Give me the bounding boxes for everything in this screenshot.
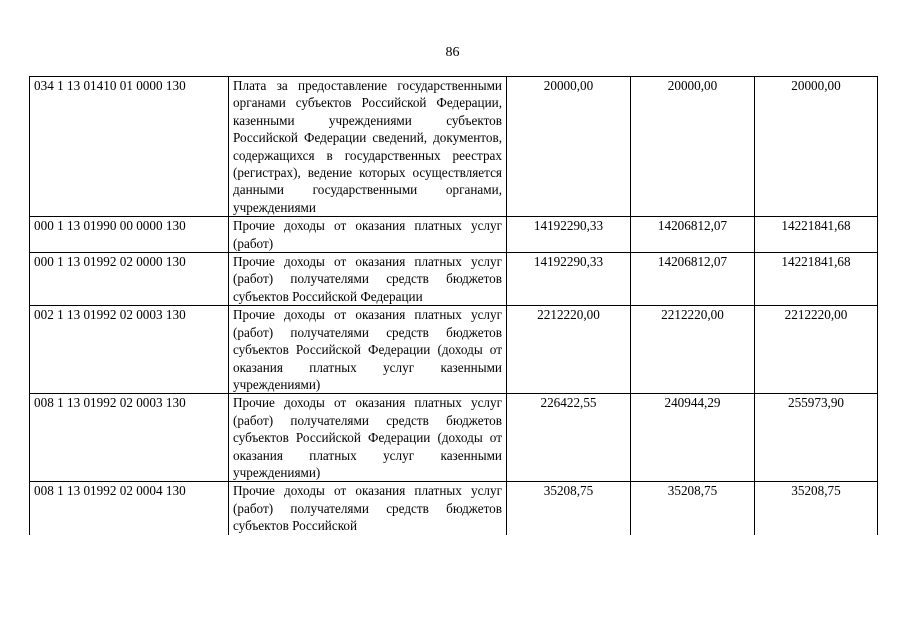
budget-code: 008 1 13 01992 02 0003 130: [30, 394, 229, 482]
table-row: [30, 306, 878, 394]
income-description: Прочие доходы от оказания платных услуг (работ) получателями средств бюджетов субъектов Российской Федерации (доходы от оказания платных услуг казенными учреждениями): [229, 306, 507, 394]
amount-col-2: 240944,29: [631, 394, 755, 482]
amount-col-2: 35208,75: [631, 482, 755, 535]
amount-col-2: 2212220,00: [631, 306, 755, 394]
table-row: [30, 482, 878, 535]
budget-code: 000 1 13 01992 02 0000 130: [30, 253, 229, 306]
amount-col-1: 35208,75: [507, 482, 631, 535]
amount-col-1: 226422,55: [507, 394, 631, 482]
income-description: Прочие доходы от оказания платных услуг (работ) получателями средств бюджетов субъектов Российской Федерации (доходы от оказания платных услуг казенными учреждениями): [229, 394, 507, 482]
amount-col-3: 14221841,68: [755, 253, 878, 306]
amount-col-1: 14192290,33: [507, 253, 631, 306]
table-row: [30, 253, 878, 306]
table-row: [30, 394, 878, 482]
income-description: Прочие доходы от оказания платных услуг (работ) получателями средств бюджетов субъектов Российской Федерации: [229, 253, 507, 306]
amount-col-3: 2212220,00: [755, 306, 878, 394]
budget-code: 008 1 13 01992 02 0004 130: [30, 482, 229, 535]
amount-col-2: 20000,00: [631, 77, 755, 217]
budget-code: 002 1 13 01992 02 0003 130: [30, 306, 229, 394]
amount-col-3: 35208,75: [755, 482, 878, 535]
revenue-table: [29, 76, 878, 535]
income-description: Прочие доходы от оказания платных услуг (работ) получателями средств бюджетов субъектов Российской: [229, 482, 507, 535]
table-row: [30, 217, 878, 253]
amount-col-1: 20000,00: [507, 77, 631, 217]
amount-col-1: 14192290,33: [507, 217, 631, 253]
page-number: 86: [445, 45, 460, 60]
budget-code: 000 1 13 01990 00 0000 130: [30, 217, 229, 253]
income-description: Плата за предоставление государственными органами субъектов Российской Федерации, казенными учреждениями субъектов Российской Федерации сведений, документов, содержащихся в государственных реестрах (регистрах), ведение которых осуществляется данными государственными органами, учреждениями: [229, 77, 507, 217]
income-description: Прочие доходы от оказания платных услуг (работ): [229, 217, 507, 253]
amount-col-1: 2212220,00: [507, 306, 631, 394]
table-row: [30, 77, 878, 217]
budget-code: 034 1 13 01410 01 0000 130: [30, 77, 229, 217]
amount-col-2: 14206812,07: [631, 217, 755, 253]
amount-col-3: 14221841,68: [755, 217, 878, 253]
amount-col-3: 20000,00: [755, 77, 878, 217]
amount-col-3: 255973,90: [755, 394, 878, 482]
amount-col-2: 14206812,07: [631, 253, 755, 306]
